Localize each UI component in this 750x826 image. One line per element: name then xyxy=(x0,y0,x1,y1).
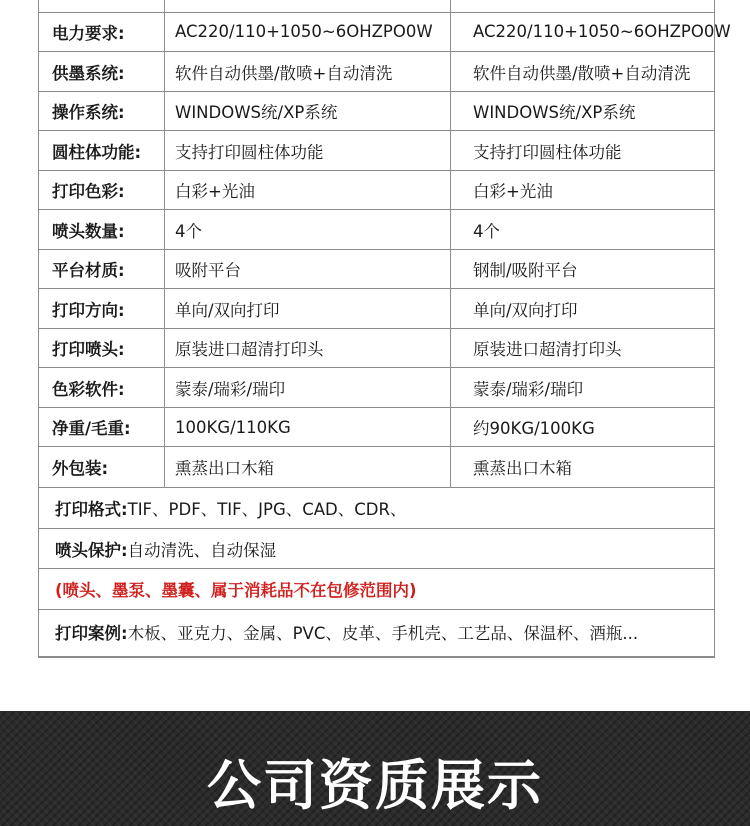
spec-table xyxy=(38,0,731,658)
company-qualification-banner xyxy=(0,711,750,826)
spec-value-col1: WINDOWS统/XP系统 xyxy=(164,92,450,130)
spec-value-col2: 白彩+光油 xyxy=(450,171,714,209)
spec-row-color xyxy=(39,171,714,210)
print-format-line xyxy=(39,488,714,528)
spec-label: 电力要求: xyxy=(52,23,125,43)
spec-row-ink-supply xyxy=(39,52,714,92)
spec-row-os xyxy=(39,92,714,131)
spec-row-platform xyxy=(39,250,714,289)
spec-label: 打印方向: xyxy=(52,300,125,320)
spec-row-nozzle-count xyxy=(39,210,714,250)
spec-value-col1: 蒙泰/瑞彩/瑞印 xyxy=(164,368,450,407)
spec-row-printhead xyxy=(39,329,714,368)
row-print-cases xyxy=(39,610,714,654)
spec-value-col1: AC220/110+1050~6OHZPO0W xyxy=(164,12,450,51)
spec-value-col1: 原装进口超清打印头 xyxy=(164,329,450,367)
spec-label: 色彩软件: xyxy=(52,379,125,399)
spec-row-software xyxy=(39,368,714,408)
spec-value-col1: 白彩+光油 xyxy=(164,171,450,209)
spec-label: 供墨系统: xyxy=(52,63,125,83)
nozzle-protection-value: 自动清洗、自动保湿 xyxy=(127,540,277,560)
nozzle-protection-key: 喷头保护: xyxy=(55,540,128,560)
print-format-key: 打印格式: xyxy=(55,500,128,519)
spec-value-col1: 100KG/110KG xyxy=(164,408,450,446)
spec-value-col1: 支持打印圆柱体功能 xyxy=(164,131,450,170)
print-cases-line xyxy=(39,610,714,654)
print-cases-key: 打印案例: xyxy=(55,624,128,643)
spec-value-col2: 原装进口超清打印头 xyxy=(450,329,714,367)
spec-label: 净重/毛重: xyxy=(52,419,131,438)
spec-value-col2: 蒙泰/瑞彩/瑞印 xyxy=(450,368,714,407)
spec-value-col1: 4个 xyxy=(164,210,450,249)
spec-label: 喷头数量: xyxy=(52,221,125,241)
row-nozzle-protection xyxy=(39,529,714,569)
row-warranty-note xyxy=(39,569,714,610)
print-format-value: TIF、PDF、TIF、JPG、CAD、CDR、 xyxy=(127,500,407,519)
spec-value-col1: 熏蒸出口木箱 xyxy=(164,447,450,487)
spec-row-cylinder xyxy=(39,131,714,171)
print-cases-value: 木板、亚克力、金属、PVC、皮革、手机壳、工艺品、保温杯、酒瓶... xyxy=(127,624,639,643)
spec-label: 圆柱体功能: xyxy=(52,142,142,162)
spec-row-direction xyxy=(39,289,714,329)
banner-title: 公司资质展示 xyxy=(207,754,543,817)
spec-value-col2: 约90KG/100KG xyxy=(450,408,714,446)
spec-value-col2: 单向/双向打印 xyxy=(450,289,714,328)
spec-value-col2: WINDOWS统/XP系统 xyxy=(450,92,714,130)
spec-value-col2: AC220/110+1050~6OHZPO0W xyxy=(450,12,714,51)
spec-label: 外包装: xyxy=(52,459,109,478)
nozzle-protection-line xyxy=(39,529,714,568)
spec-label: 平台材质: xyxy=(52,261,125,280)
spec-row-weight xyxy=(39,408,714,447)
spec-value-col2: 4个 xyxy=(450,210,714,249)
spec-row-power xyxy=(39,12,731,52)
spec-value-col2: 熏蒸出口木箱 xyxy=(450,447,714,487)
spec-value-col2: 钢制/吸附平台 xyxy=(450,250,714,288)
spec-value-col2: 支持打印圆柱体功能 xyxy=(450,131,714,170)
spec-label: 打印喷头: xyxy=(52,340,125,359)
spec-value-col1: 软件自动供墨/散喷+自动清洗 xyxy=(164,52,450,91)
spec-value-col1: 单向/双向打印 xyxy=(164,289,450,328)
spec-row-packaging xyxy=(39,447,714,488)
spec-label: 打印色彩: xyxy=(52,182,125,201)
spec-value-col1: 吸附平台 xyxy=(164,250,450,288)
spec-value-col2: 软件自动供墨/散喷+自动清洗 xyxy=(450,52,714,91)
warranty-note-line xyxy=(39,569,714,609)
row-print-format xyxy=(39,488,714,529)
warranty-note-text: (喷头、墨泵、墨囊、属于消耗品不在包修范围内) xyxy=(55,581,417,600)
spec-label: 操作系统: xyxy=(52,103,125,122)
